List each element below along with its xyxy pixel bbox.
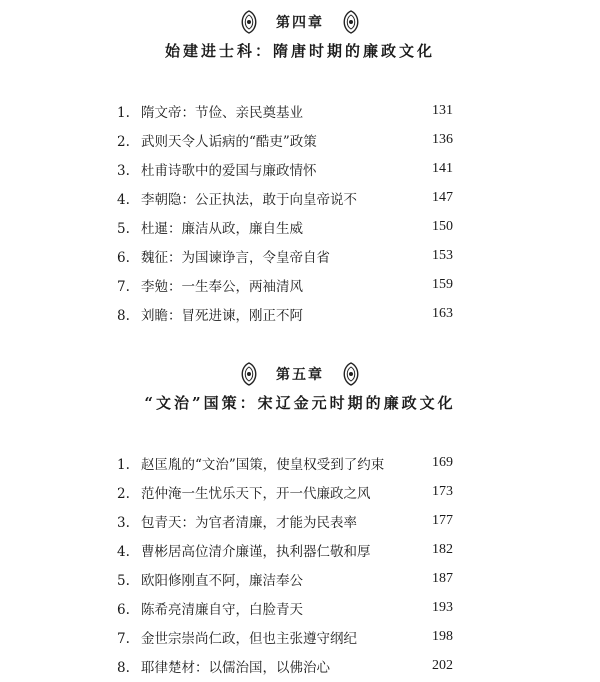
entry-page: 182 xyxy=(432,541,453,557)
entry-title: 武则天令人诟病的“酷吏”政策 xyxy=(141,133,317,150)
left-leaf-ornament-icon xyxy=(236,9,262,35)
entry-number: 2. xyxy=(117,133,130,150)
entry-number: 6. xyxy=(117,601,130,618)
entry-title: 耶律楚材：以儒治国，以佛治心 xyxy=(141,659,330,676)
chapter-heading xyxy=(0,360,600,388)
entry-number: 7. xyxy=(117,278,130,295)
entry-title: 赵匡胤的“文治”国策，使皇权受到了约束 xyxy=(141,456,385,473)
right-leaf-ornament-icon xyxy=(338,361,364,387)
right-leaf-ornament-icon xyxy=(338,9,364,35)
entry-number: 1. xyxy=(117,104,130,121)
toc-entry[interactable] xyxy=(117,270,453,299)
entry-number: 5. xyxy=(117,572,130,589)
toc-entry[interactable] xyxy=(117,299,453,328)
entry-number: 1. xyxy=(117,456,130,473)
chapter-title: “文治”国策：宋辽金元时期的廉政文化 xyxy=(144,394,456,412)
entry-title: 隋文帝：节俭、亲民奠基业 xyxy=(141,104,303,121)
entry-number: 6. xyxy=(117,249,130,266)
entry-page: 193 xyxy=(432,599,453,615)
left-leaf-ornament-icon xyxy=(236,361,262,387)
entry-number: 3. xyxy=(117,162,130,179)
entry-number: 4. xyxy=(117,543,130,560)
toc-entry[interactable] xyxy=(117,448,453,477)
toc-entry[interactable] xyxy=(117,477,453,506)
toc-entry[interactable] xyxy=(117,506,453,535)
entry-page: 153 xyxy=(432,247,453,263)
toc-list xyxy=(117,96,453,328)
entry-page: 141 xyxy=(432,160,453,176)
entry-page: 177 xyxy=(432,512,453,528)
entry-title: 范仲淹一生忧乐天下，开一代廉政之风 xyxy=(141,485,371,502)
entry-title: 包青天：为官者清廉，才能为民表率 xyxy=(141,514,357,531)
entry-number: 8. xyxy=(117,659,130,676)
entry-title: 杜甫诗歌中的爱国与廉政情怀 xyxy=(141,162,317,179)
entry-number: 8. xyxy=(117,307,130,324)
entry-title: 李朝隐：公正执法，敢于向皇帝说不 xyxy=(141,191,357,208)
entry-title: 李勉：一生奉公，两袖清风 xyxy=(141,278,303,295)
entry-number: 4. xyxy=(117,191,130,208)
entry-title: 刘瞻：冒死进谏，刚正不阿 xyxy=(141,307,303,324)
toc-entry[interactable] xyxy=(117,241,453,270)
entry-page: 131 xyxy=(432,102,453,118)
toc-list xyxy=(117,448,453,680)
toc-entry[interactable] xyxy=(117,212,453,241)
chapter-number: 第四章 xyxy=(276,15,324,31)
entry-page: 150 xyxy=(432,218,453,234)
chapter-heading xyxy=(0,8,600,36)
toc-entry[interactable] xyxy=(117,96,453,125)
toc-entry[interactable] xyxy=(117,651,453,680)
toc-entry[interactable] xyxy=(117,125,453,154)
toc-entry[interactable] xyxy=(117,183,453,212)
entry-title: 魏征：为国谏诤言，令皇帝自省 xyxy=(141,249,330,266)
entry-page: 163 xyxy=(432,305,453,321)
entry-number: 7. xyxy=(117,630,130,647)
entry-page: 159 xyxy=(432,276,453,292)
entry-number: 3. xyxy=(117,514,130,531)
entry-title: 欧阳修刚直不阿，廉洁奉公 xyxy=(141,572,303,589)
toc-entry[interactable] xyxy=(117,622,453,651)
chapter-title: 始建进士科：隋唐时期的廉政文化 xyxy=(164,42,435,60)
entry-title: 陈希亮清廉自守，白脸青天 xyxy=(141,601,303,618)
toc-entry[interactable] xyxy=(117,154,453,183)
entry-page: 169 xyxy=(432,454,453,470)
entry-page: 173 xyxy=(432,483,453,499)
toc-entry[interactable] xyxy=(117,564,453,593)
entry-page: 202 xyxy=(432,657,453,673)
entry-title: 曹彬居高位清介廉谨，执利器仁敬和厚 xyxy=(141,543,371,560)
entry-page: 187 xyxy=(432,570,453,586)
entry-page: 198 xyxy=(432,628,453,644)
entry-page: 147 xyxy=(432,189,453,205)
toc-entry[interactable] xyxy=(117,535,453,564)
entry-number: 5. xyxy=(117,220,130,237)
entry-title: 杜暹：廉洁从政，廉自生威 xyxy=(141,220,303,237)
entry-title: 金世宗崇尚仁政，但也主张遵守纲纪 xyxy=(141,630,357,647)
chapter-number: 第五章 xyxy=(276,367,324,383)
entry-number: 2. xyxy=(117,485,130,502)
entry-page: 136 xyxy=(432,131,453,147)
toc-entry[interactable] xyxy=(117,593,453,622)
